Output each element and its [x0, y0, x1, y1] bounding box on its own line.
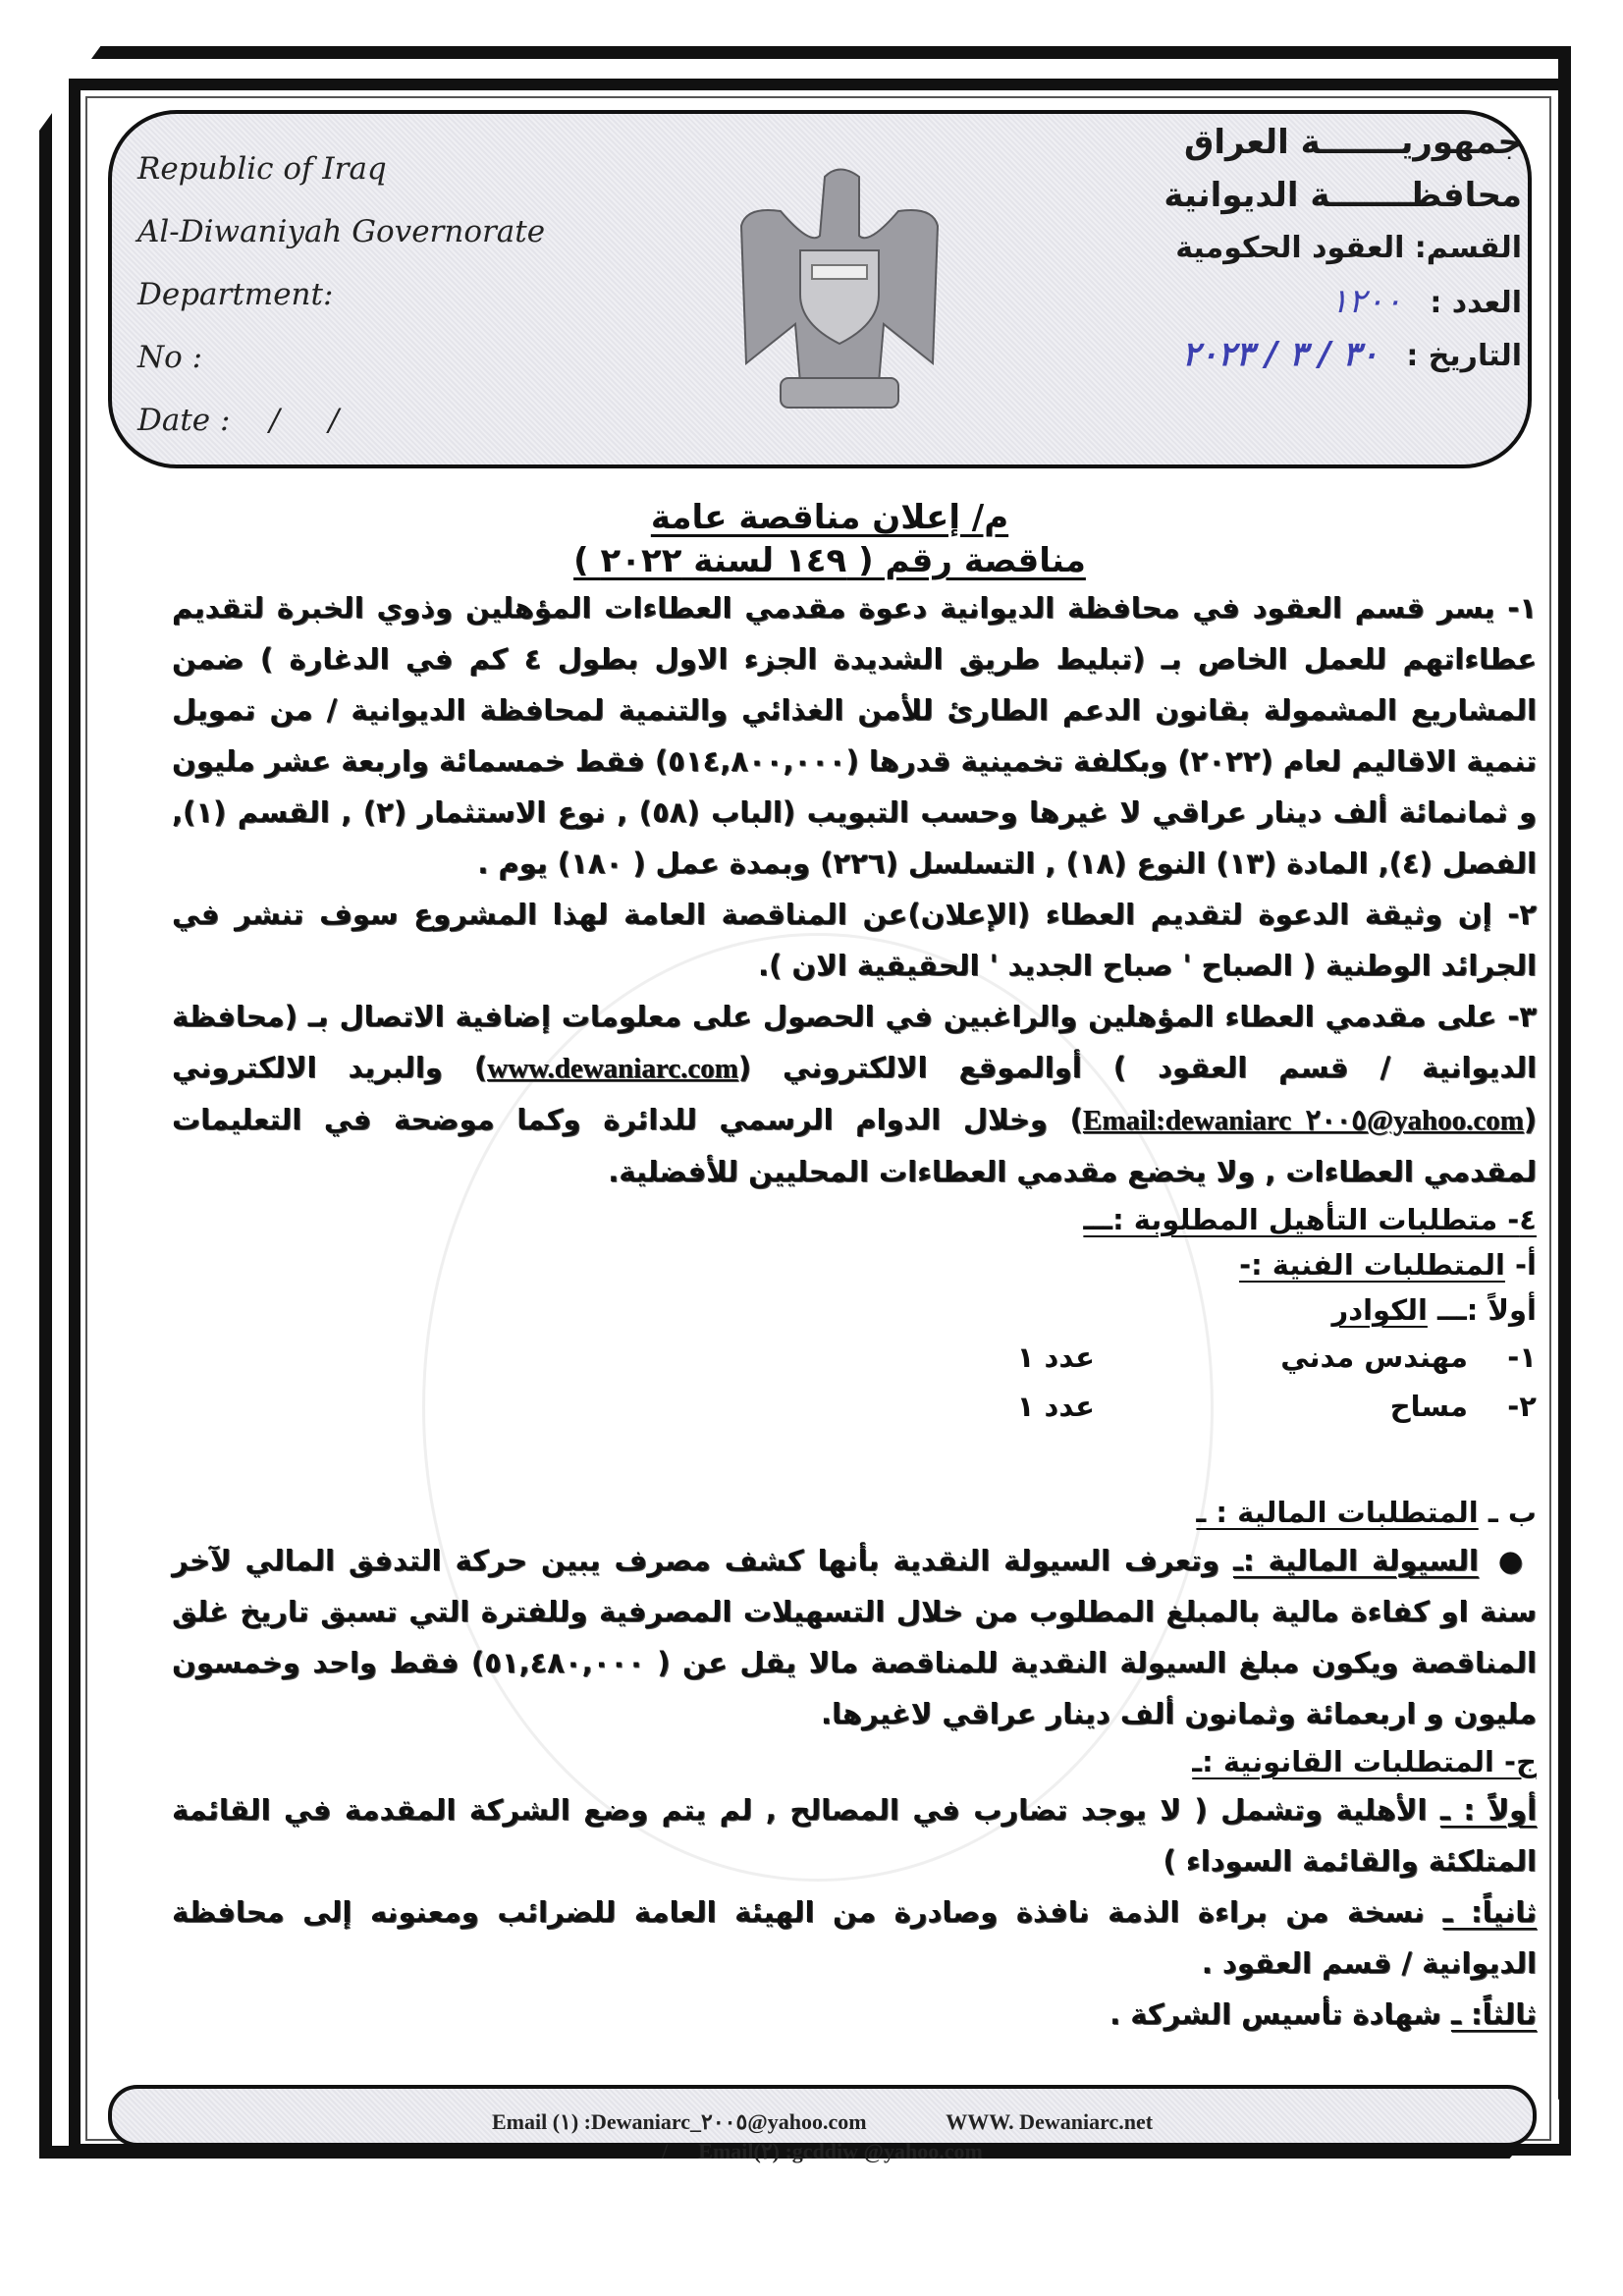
date-label-en: Date : [137, 403, 231, 438]
staff-item [172, 1382, 1537, 1431]
website-link[interactable]: www.dewaniarc.com [487, 1053, 738, 1084]
liquidity-text: وتعرف السيولة النقدية بأنها كشف مصرف يبين حركة التدفق المالي لآخر سنة او كفاءة مالية بالمبلغ المطلوب من خلال التسهيلات المصرفية وللفترة التي تسبق تاريخ غلق المناقصة ويكون مبلغ السيولة النقدية للمناقصة مالا يقل عن ( ٥١,٤٨٠,٠٠٠) فقط واحد وخمسون مليون و اربعمائة وثمانون ألف دينار عراقي لاغيرها. [172, 1544, 1537, 1730]
announcement-body [172, 496, 1537, 2040]
staff-count: عدد ١ [1016, 1340, 1095, 1374]
footer-separator: / [662, 2139, 669, 2163]
title-line-1: م/ إعلان مناقصة عامة [650, 498, 1009, 537]
footer-contacts [108, 2107, 1537, 2166]
section-4-heading [172, 1197, 1537, 1242]
number-field-ar [1163, 275, 1522, 328]
legal-item [172, 1784, 1537, 1886]
footer-website[interactable]: WWW. Dewaniarc.net [946, 2109, 1154, 2134]
legal-item-label: ثانياً: ـ [1442, 1895, 1537, 1929]
legal-title: ج- المتطلبات القانونية :ـ [1192, 1745, 1537, 1778]
announcement-title [172, 496, 1488, 582]
footer-email-1[interactable]: Email (١) :Dewaniarc_٢٠٠٥@yahoo.com [491, 2109, 867, 2134]
legal-item-text: نسخة من براءة الذمة نافذة وصادرة من الهيئة العامة للضرائب ومعنونه إلى محافظة الديوانية / قسم العقود . [172, 1895, 1537, 1980]
legal-item-label: أولاً : ـ [1439, 1793, 1538, 1827]
financial-title: المتطلبات المالية : ـ [1196, 1496, 1479, 1529]
financial-prefix: ب ـ [1478, 1496, 1537, 1529]
letterhead-arabic [1163, 116, 1522, 381]
legal-item [172, 1989, 1537, 2040]
department-ar: القسم: العقود الحكومية [1175, 231, 1522, 265]
department-label-en: Department: [137, 277, 334, 312]
technical-prefix: أ- [1504, 1248, 1537, 1282]
liquidity-label: السيولة المالية :ـ [1232, 1544, 1479, 1577]
legal-item-text: شهادة تأسيس الشركة . [1109, 1997, 1451, 2031]
date-placeholder-en: / / [269, 403, 359, 438]
technical-heading [172, 1242, 1537, 1287]
bullet-icon: ● [1497, 1544, 1527, 1577]
governorate-name-ar: محافظـــــــة الديوانية [1163, 176, 1522, 215]
staff-prefix: أولاً :ـــ [1427, 1293, 1537, 1327]
legal-item [172, 1886, 1537, 1989]
date-value-ar: ٣٠ / ٣ / ٢٠٢٣ [1181, 335, 1379, 374]
eagle-emblem-icon [722, 157, 957, 422]
date-field-ar [1163, 328, 1522, 381]
paragraph-1: ١- يسر قسم العقود في محافظة الديوانية دعوة مقدمي العطاءات المؤهلين وذوي الخبرة لتقديم عطاءاتهم للعمل الخاص بـ (تبليط طريق الشديدة الجزء الاول بطول ٤ كم في الدغارة ) ضمن المشاريع المشمولة بقانون الدعم الطارئ للأمن الغذائي والتنمية لمحافظة الديوانية / من تمويل تنمية الاقاليم لعام (٢٠٢٢) وبكلفة تخمينية قدرها (٥١٤,٨٠٠,٠٠٠) فقط خمسمائة واربعة عشر مليون و ثمانمائة ألف دينار عراقي لا غيرها وحسب التبويب (الباب (٥٨) , نوع الاستثمار (٢) , القسم (١), الفصل (٤), المادة (١٣) النوع (١٨) , التسلسل (٢٢٦) وبمدة عمل ( ١٨٠) يوم . [172, 591, 1538, 880]
paragraph-3 [172, 991, 1537, 1197]
governorate-name-en: Al-Diwaniyah Governorate [137, 214, 546, 249]
date-label-ar: التاريخ : [1406, 339, 1522, 373]
financial-bullet [172, 1535, 1537, 1739]
staff-heading [172, 1287, 1537, 1333]
staff-role: مهندس مدني [1280, 1340, 1468, 1374]
legal-item-label: ثالثاً: ـ [1451, 1997, 1537, 2031]
staff-role: مساح [1389, 1390, 1468, 1423]
number-value-handwritten: ١٢٠٠ [1329, 282, 1402, 321]
paragraph-3-text-a: ٣- على مقدمي العطاء المؤهلين والراغبين في الحصول على معلومات إضافية الاتصال بـ (محافظة الديوانية / قسم العقود ) أوالموقع الالكتروني ( [172, 1000, 1537, 1084]
legal-heading [172, 1739, 1537, 1784]
number-label-en: No : [137, 340, 203, 375]
date-field-en [137, 389, 545, 452]
number-label-ar: العدد : [1430, 286, 1522, 320]
country-name-ar: جمهوريـــــــة العراق [1183, 123, 1522, 162]
paragraph-3-text-c: ) وخلال الدوام الرسمي للدائرة وكما موضحة في التعليمات لمقدمي العطاءات , ولا يخضع مقدمي العطاءات المحليين للأفضلية. [172, 1103, 1537, 1188]
title-line-2: مناقصة رقم ( ١٤٩ لسنة ٢٠٢٢ ) [573, 541, 1086, 580]
paragraph-3-text-b: ) والبريد الالكتروني ( [172, 1051, 1537, 1136]
footer-email-2[interactable]: Email(٢) :gcddiw @yahoo.com [698, 2139, 983, 2163]
staff-count: عدد ١ [1016, 1390, 1095, 1423]
staff-item [172, 1333, 1537, 1382]
country-name-en: Republic of Iraq [137, 151, 387, 187]
paragraph-2: ٢- إن وثيقة الدعوة لتقديم العطاء (الإعلان)عن المناقصة العامة لهذا المشروع سوف تنشر في الجرائد الوطنية ( الصباح ' صباح الجديد ' الحقيقية الان ). [172, 898, 1537, 982]
section-4-title: ٤- متطلبات التأهيل المطلوبة :ـــ [1083, 1203, 1537, 1236]
staff-title: الكوادر [1331, 1293, 1428, 1327]
staff-number: ٢- [1507, 1390, 1537, 1423]
technical-title: المتطلبات الفنية :- [1239, 1248, 1505, 1282]
legal-item-text: الأهلية وتشمل ( لا يوجد تضارب في المصالح , لم يتم وضع الشركة المقدمة في القائمة المتلكئة والقائمة السوداء ) [172, 1793, 1537, 1878]
letterhead-english [137, 137, 545, 452]
email-link[interactable]: Email:dewaniarc_٢٠٠٥@yahoo.com [1082, 1105, 1524, 1136]
staff-number: ١- [1507, 1340, 1537, 1374]
financial-heading [172, 1490, 1537, 1535]
